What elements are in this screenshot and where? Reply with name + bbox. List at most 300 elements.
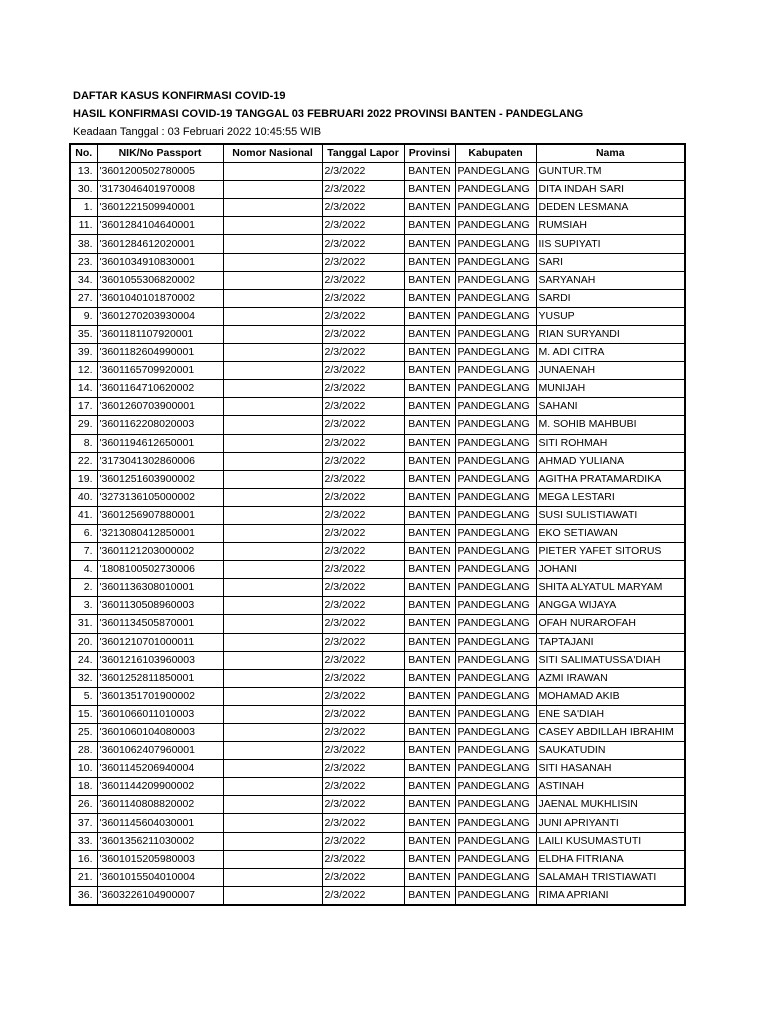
cell-nama: SARYANAH (536, 271, 685, 289)
cell-nomor-nasional (223, 669, 322, 687)
cell-nama: YUSUP (536, 307, 685, 325)
table-row (70, 452, 685, 470)
column-header-provinsi: Provinsi (404, 144, 455, 163)
table-row (70, 362, 685, 380)
cell-kabupaten: PANDEGLANG (455, 398, 536, 416)
column-header-nik: NIK/No Passport (97, 144, 223, 163)
cell-kabupaten: PANDEGLANG (455, 325, 536, 343)
cell-nik: '3601270203930004 (97, 307, 223, 325)
cell-kabupaten: PANDEGLANG (455, 181, 536, 199)
cell-nomor-nasional (223, 814, 322, 832)
cell-provinsi: BANTEN (404, 380, 455, 398)
table-row (70, 506, 685, 524)
cell-tanggal-lapor: 2/3/2022 (322, 886, 404, 905)
cell-nama: MOHAMAD AKIB (536, 687, 685, 705)
cell-provinsi: BANTEN (404, 235, 455, 253)
cell-nama: M. SOHIB MAHBUBI (536, 416, 685, 434)
cell-tanggal-lapor: 2/3/2022 (322, 597, 404, 615)
cell-no: 20. (70, 633, 97, 651)
cell-no: 15. (70, 705, 97, 723)
cell-tanggal-lapor: 2/3/2022 (322, 271, 404, 289)
cell-provinsi: BANTEN (404, 561, 455, 579)
cell-provinsi: BANTEN (404, 524, 455, 542)
table-row (70, 235, 685, 253)
cell-no: 37. (70, 814, 97, 832)
cell-kabupaten: PANDEGLANG (455, 362, 536, 380)
cell-nomor-nasional (223, 217, 322, 235)
table-row (70, 470, 685, 488)
cell-provinsi: BANTEN (404, 416, 455, 434)
cell-nama: SHITA ALYATUL MARYAM (536, 579, 685, 597)
table-row (70, 615, 685, 633)
column-header-nama: Nama (536, 144, 685, 163)
cell-tanggal-lapor: 2/3/2022 (322, 506, 404, 524)
cell-nik: '3601144209900002 (97, 778, 223, 796)
table-row (70, 742, 685, 760)
cell-no: 8. (70, 434, 97, 452)
cell-tanggal-lapor: 2/3/2022 (322, 687, 404, 705)
cell-nomor-nasional (223, 307, 322, 325)
cell-kabupaten: PANDEGLANG (455, 615, 536, 633)
cell-kabupaten: PANDEGLANG (455, 380, 536, 398)
cell-nomor-nasional (223, 506, 322, 524)
cell-nomor-nasional (223, 543, 322, 561)
cell-nik: '3601260703900001 (97, 398, 223, 416)
cell-provinsi: BANTEN (404, 452, 455, 470)
cell-provinsi: BANTEN (404, 506, 455, 524)
cell-kabupaten: PANDEGLANG (455, 434, 536, 452)
cell-kabupaten: PANDEGLANG (455, 760, 536, 778)
table-row (70, 705, 685, 723)
cell-nomor-nasional (223, 524, 322, 542)
cell-provinsi: BANTEN (404, 199, 455, 217)
cell-provinsi: BANTEN (404, 669, 455, 687)
cell-provinsi: BANTEN (404, 814, 455, 832)
cell-nomor-nasional (223, 724, 322, 742)
cell-nomor-nasional (223, 325, 322, 343)
table-row (70, 561, 685, 579)
cell-nik: '3601194612650001 (97, 434, 223, 452)
cell-nama: OFAH NURAROFAH (536, 615, 685, 633)
cell-nomor-nasional (223, 398, 322, 416)
cell-nomor-nasional (223, 832, 322, 850)
cell-nomor-nasional (223, 470, 322, 488)
cell-nama: SALAMAH TRISTIAWATI (536, 868, 685, 886)
cell-kabupaten: PANDEGLANG (455, 506, 536, 524)
cell-no: 35. (70, 325, 97, 343)
cell-nomor-nasional (223, 705, 322, 723)
cell-nomor-nasional (223, 778, 322, 796)
cell-nomor-nasional (223, 850, 322, 868)
cell-kabupaten: PANDEGLANG (455, 651, 536, 669)
cell-provinsi: BANTEN (404, 796, 455, 814)
cell-no: 40. (70, 488, 97, 506)
cell-nama: SITI HASANAH (536, 760, 685, 778)
cell-nama: DITA INDAH SARI (536, 181, 685, 199)
cell-nik: '3601181107920001 (97, 325, 223, 343)
cell-nomor-nasional (223, 380, 322, 398)
cell-tanggal-lapor: 2/3/2022 (322, 796, 404, 814)
cell-nik: '3601121203000002 (97, 543, 223, 561)
cell-no: 27. (70, 289, 97, 307)
cell-nomor-nasional (223, 289, 322, 307)
cell-no: 2. (70, 579, 97, 597)
cell-nama: ASTINAH (536, 778, 685, 796)
cell-kabupaten: PANDEGLANG (455, 470, 536, 488)
cell-tanggal-lapor: 2/3/2022 (322, 760, 404, 778)
cell-no: 17. (70, 398, 97, 416)
table-row (70, 488, 685, 506)
cell-nomor-nasional (223, 886, 322, 905)
cell-tanggal-lapor: 2/3/2022 (322, 579, 404, 597)
cell-nama: AHMAD YULIANA (536, 452, 685, 470)
cell-no: 39. (70, 344, 97, 362)
cell-kabupaten: PANDEGLANG (455, 217, 536, 235)
table-row (70, 868, 685, 886)
cell-kabupaten: PANDEGLANG (455, 416, 536, 434)
cell-no: 6. (70, 524, 97, 542)
cell-nama: RUMSIAH (536, 217, 685, 235)
cell-nomor-nasional (223, 434, 322, 452)
cell-provinsi: BANTEN (404, 615, 455, 633)
cell-kabupaten: PANDEGLANG (455, 796, 536, 814)
cell-nik: '3601145206940004 (97, 760, 223, 778)
table-row (70, 778, 685, 796)
column-header-nomor-nasional: Nomor Nasional (223, 144, 322, 163)
cell-nik: '3173046401970008 (97, 181, 223, 199)
cell-provinsi: BANTEN (404, 362, 455, 380)
table-row (70, 814, 685, 832)
cell-nik: '3601055306820002 (97, 271, 223, 289)
cell-nomor-nasional (223, 597, 322, 615)
cell-no: 12. (70, 362, 97, 380)
cell-tanggal-lapor: 2/3/2022 (322, 651, 404, 669)
cell-nik: '3173041302860006 (97, 452, 223, 470)
cell-kabupaten: PANDEGLANG (455, 307, 536, 325)
cell-provinsi: BANTEN (404, 760, 455, 778)
cell-provinsi: BANTEN (404, 687, 455, 705)
cell-nik: '3601251603900002 (97, 470, 223, 488)
cell-nik: '3601130508960003 (97, 597, 223, 615)
cell-nama: EKO SETIAWAN (536, 524, 685, 542)
cell-provinsi: BANTEN (404, 633, 455, 651)
cell-nik: '3601284104640001 (97, 217, 223, 235)
cell-nama: RIAN SURYANDI (536, 325, 685, 343)
cell-kabupaten: PANDEGLANG (455, 561, 536, 579)
cell-kabupaten: PANDEGLANG (455, 597, 536, 615)
cell-nomor-nasional (223, 235, 322, 253)
cell-kabupaten: PANDEGLANG (455, 633, 536, 651)
cell-nik: '3601221509940001 (97, 199, 223, 217)
cell-tanggal-lapor: 2/3/2022 (322, 832, 404, 850)
cell-tanggal-lapor: 2/3/2022 (322, 524, 404, 542)
cell-nik: '3601210701000011 (97, 633, 223, 651)
cell-no: 11. (70, 217, 97, 235)
cell-nik: '3601136308010001 (97, 579, 223, 597)
cell-nik: '3601034910830001 (97, 253, 223, 271)
cases-table (69, 143, 686, 906)
cell-tanggal-lapor: 2/3/2022 (322, 362, 404, 380)
cell-provinsi: BANTEN (404, 253, 455, 271)
cell-nama: ENE SA'DIAH (536, 705, 685, 723)
table-row (70, 398, 685, 416)
cell-provinsi: BANTEN (404, 705, 455, 723)
cell-nik: '3601060104080003 (97, 724, 223, 742)
cell-nama: ANGGA WIJAYA (536, 597, 685, 615)
cell-kabupaten: PANDEGLANG (455, 705, 536, 723)
cell-tanggal-lapor: 2/3/2022 (322, 633, 404, 651)
cell-tanggal-lapor: 2/3/2022 (322, 778, 404, 796)
cell-no: 38. (70, 235, 97, 253)
cell-tanggal-lapor: 2/3/2022 (322, 724, 404, 742)
cell-no: 7. (70, 543, 97, 561)
cell-nik: '3601200502780005 (97, 163, 223, 181)
cell-provinsi: BANTEN (404, 434, 455, 452)
cell-nama: JAENAL MUKHLISIN (536, 796, 685, 814)
table-body (70, 163, 685, 905)
cell-nama: SAHANI (536, 398, 685, 416)
cell-kabupaten: PANDEGLANG (455, 742, 536, 760)
cell-tanggal-lapor: 2/3/2022 (322, 705, 404, 723)
cell-kabupaten: PANDEGLANG (455, 687, 536, 705)
cell-kabupaten: PANDEGLANG (455, 488, 536, 506)
table-row (70, 524, 685, 542)
cell-nomor-nasional (223, 452, 322, 470)
cell-nomor-nasional (223, 615, 322, 633)
cell-tanggal-lapor: 2/3/2022 (322, 289, 404, 307)
cell-nama: JUNI APRIYANTI (536, 814, 685, 832)
cell-provinsi: BANTEN (404, 651, 455, 669)
cell-tanggal-lapor: 2/3/2022 (322, 742, 404, 760)
cell-provinsi: BANTEN (404, 289, 455, 307)
cell-kabupaten: PANDEGLANG (455, 253, 536, 271)
cell-nomor-nasional (223, 253, 322, 271)
cell-nama: SITI SALIMATUSSA'DIAH (536, 651, 685, 669)
cell-nama: IIS SUPIYATI (536, 235, 685, 253)
cell-tanggal-lapor: 2/3/2022 (322, 470, 404, 488)
table-row (70, 217, 685, 235)
cell-no: 19. (70, 470, 97, 488)
cell-no: 5. (70, 687, 97, 705)
cell-tanggal-lapor: 2/3/2022 (322, 488, 404, 506)
cell-nik: '1808100502730006 (97, 561, 223, 579)
cell-kabupaten: PANDEGLANG (455, 289, 536, 307)
cell-nomor-nasional (223, 362, 322, 380)
table-row (70, 669, 685, 687)
cell-no: 9. (70, 307, 97, 325)
cell-nik: '3601015205980003 (97, 850, 223, 868)
cell-tanggal-lapor: 2/3/2022 (322, 814, 404, 832)
cell-provinsi: BANTEN (404, 886, 455, 905)
cell-kabupaten: PANDEGLANG (455, 724, 536, 742)
cell-provinsi: BANTEN (404, 470, 455, 488)
cell-nama: TAPTAJANI (536, 633, 685, 651)
cell-kabupaten: PANDEGLANG (455, 235, 536, 253)
cell-no: 31. (70, 615, 97, 633)
cell-kabupaten: PANDEGLANG (455, 669, 536, 687)
cell-no: 28. (70, 742, 97, 760)
table-row (70, 832, 685, 850)
table-row (70, 289, 685, 307)
cell-provinsi: BANTEN (404, 488, 455, 506)
table-row (70, 434, 685, 452)
cell-tanggal-lapor: 2/3/2022 (322, 398, 404, 416)
cell-nama: M. ADI CITRA (536, 344, 685, 362)
table-row (70, 271, 685, 289)
cell-provinsi: BANTEN (404, 850, 455, 868)
cell-provinsi: BANTEN (404, 181, 455, 199)
cell-provinsi: BANTEN (404, 832, 455, 850)
cell-nomor-nasional (223, 760, 322, 778)
cell-kabupaten: PANDEGLANG (455, 868, 536, 886)
cell-kabupaten: PANDEGLANG (455, 886, 536, 905)
cell-tanggal-lapor: 2/3/2022 (322, 868, 404, 886)
cell-tanggal-lapor: 2/3/2022 (322, 217, 404, 235)
cell-nomor-nasional (223, 199, 322, 217)
table-row (70, 380, 685, 398)
document-subtitle: HASIL KONFIRMASI COVID-19 TANGGAL 03 FEBRUARI 2022 PROVINSI BANTEN - PANDEGLANG (73, 108, 584, 120)
cell-nama: DEDEN LESMANA (536, 199, 685, 217)
cell-provinsi: BANTEN (404, 868, 455, 886)
table-row (70, 344, 685, 362)
cell-tanggal-lapor: 2/3/2022 (322, 380, 404, 398)
cell-nik: '3601062407960001 (97, 742, 223, 760)
cell-nama: AGITHA PRATAMARDIKA (536, 470, 685, 488)
cell-no: 33. (70, 832, 97, 850)
table-row (70, 651, 685, 669)
cell-no: 18. (70, 778, 97, 796)
cell-tanggal-lapor: 2/3/2022 (322, 452, 404, 470)
cell-no: 25. (70, 724, 97, 742)
cell-nama: ELDHA FITRIANA (536, 850, 685, 868)
cell-no: 21. (70, 868, 97, 886)
cell-no: 41. (70, 506, 97, 524)
table-row (70, 796, 685, 814)
cell-nomor-nasional (223, 163, 322, 181)
cell-nomor-nasional (223, 416, 322, 434)
cell-tanggal-lapor: 2/3/2022 (322, 181, 404, 199)
cell-tanggal-lapor: 2/3/2022 (322, 416, 404, 434)
cell-provinsi: BANTEN (404, 217, 455, 235)
cell-nik: '3273136105000002 (97, 488, 223, 506)
cell-nomor-nasional (223, 687, 322, 705)
cell-nama: LAILI KUSUMASTUTI (536, 832, 685, 850)
status-timestamp: Keadaan Tanggal : 03 Februari 2022 10:45:55 WIB (73, 126, 322, 138)
cell-nama: JOHANI (536, 561, 685, 579)
cell-no: 26. (70, 796, 97, 814)
cell-nik: '3213080412850001 (97, 524, 223, 542)
cell-nik: '3601066011010003 (97, 705, 223, 723)
cell-nomor-nasional (223, 868, 322, 886)
cell-kabupaten: PANDEGLANG (455, 452, 536, 470)
cell-nomor-nasional (223, 561, 322, 579)
table-row (70, 543, 685, 561)
cell-no: 32. (70, 669, 97, 687)
cell-tanggal-lapor: 2/3/2022 (322, 615, 404, 633)
cell-provinsi: BANTEN (404, 778, 455, 796)
column-header-no: No. (70, 144, 97, 163)
cell-provinsi: BANTEN (404, 724, 455, 742)
cell-kabupaten: PANDEGLANG (455, 524, 536, 542)
table-row (70, 687, 685, 705)
table-row (70, 633, 685, 651)
cell-tanggal-lapor: 2/3/2022 (322, 344, 404, 362)
table-row (70, 760, 685, 778)
cell-tanggal-lapor: 2/3/2022 (322, 235, 404, 253)
cell-nik: '3601252811850001 (97, 669, 223, 687)
table-row (70, 253, 685, 271)
cell-tanggal-lapor: 2/3/2022 (322, 543, 404, 561)
cell-nomor-nasional (223, 579, 322, 597)
cell-kabupaten: PANDEGLANG (455, 850, 536, 868)
cell-no: 13. (70, 163, 97, 181)
column-header-tanggal-lapor: Tanggal Lapor (322, 144, 404, 163)
cell-tanggal-lapor: 2/3/2022 (322, 163, 404, 181)
cell-nik: '3601351701900002 (97, 687, 223, 705)
cell-no: 3. (70, 597, 97, 615)
table-row (70, 850, 685, 868)
cell-tanggal-lapor: 2/3/2022 (322, 669, 404, 687)
table-row (70, 181, 685, 199)
cell-provinsi: BANTEN (404, 742, 455, 760)
cell-provinsi: BANTEN (404, 325, 455, 343)
cell-no: 23. (70, 253, 97, 271)
cell-nomor-nasional (223, 651, 322, 669)
cell-tanggal-lapor: 2/3/2022 (322, 307, 404, 325)
cell-nama: MEGA LESTARI (536, 488, 685, 506)
cell-nomor-nasional (223, 344, 322, 362)
cell-nama: CASEY ABDILLAH IBRAHIM (536, 724, 685, 742)
cell-nomor-nasional (223, 488, 322, 506)
cell-no: 36. (70, 886, 97, 905)
cell-nik: '3603226104900007 (97, 886, 223, 905)
cell-no: 1. (70, 199, 97, 217)
cell-provinsi: BANTEN (404, 344, 455, 362)
cell-no: 30. (70, 181, 97, 199)
cell-nik: '3601015504010004 (97, 868, 223, 886)
cell-tanggal-lapor: 2/3/2022 (322, 434, 404, 452)
cell-nomor-nasional (223, 742, 322, 760)
cell-provinsi: BANTEN (404, 307, 455, 325)
cell-provinsi: BANTEN (404, 271, 455, 289)
cell-provinsi: BANTEN (404, 398, 455, 416)
cell-nik: '3601164710620002 (97, 380, 223, 398)
table-row (70, 416, 685, 434)
cell-nama: SUSI SULISTIAWATI (536, 506, 685, 524)
cell-no: 29. (70, 416, 97, 434)
table-row (70, 724, 685, 742)
cell-nama: AZMI IRAWAN (536, 669, 685, 687)
cell-provinsi: BANTEN (404, 543, 455, 561)
cell-tanggal-lapor: 2/3/2022 (322, 253, 404, 271)
cell-nama: SARDI (536, 289, 685, 307)
table-row (70, 163, 685, 181)
cell-kabupaten: PANDEGLANG (455, 543, 536, 561)
cell-nama: GUNTUR.TM (536, 163, 685, 181)
cell-tanggal-lapor: 2/3/2022 (322, 850, 404, 868)
document-title: DAFTAR KASUS KONFIRMASI COVID-19 (73, 90, 286, 102)
cell-kabupaten: PANDEGLANG (455, 778, 536, 796)
table-row (70, 579, 685, 597)
cell-kabupaten: PANDEGLANG (455, 579, 536, 597)
cell-nomor-nasional (223, 181, 322, 199)
cell-no: 24. (70, 651, 97, 669)
cell-nik: '3601145604030001 (97, 814, 223, 832)
cell-kabupaten: PANDEGLANG (455, 163, 536, 181)
cell-nik: '3601162208020003 (97, 416, 223, 434)
column-header-kabupaten: Kabupaten (455, 144, 536, 163)
cell-nik: '3601182604990001 (97, 344, 223, 362)
